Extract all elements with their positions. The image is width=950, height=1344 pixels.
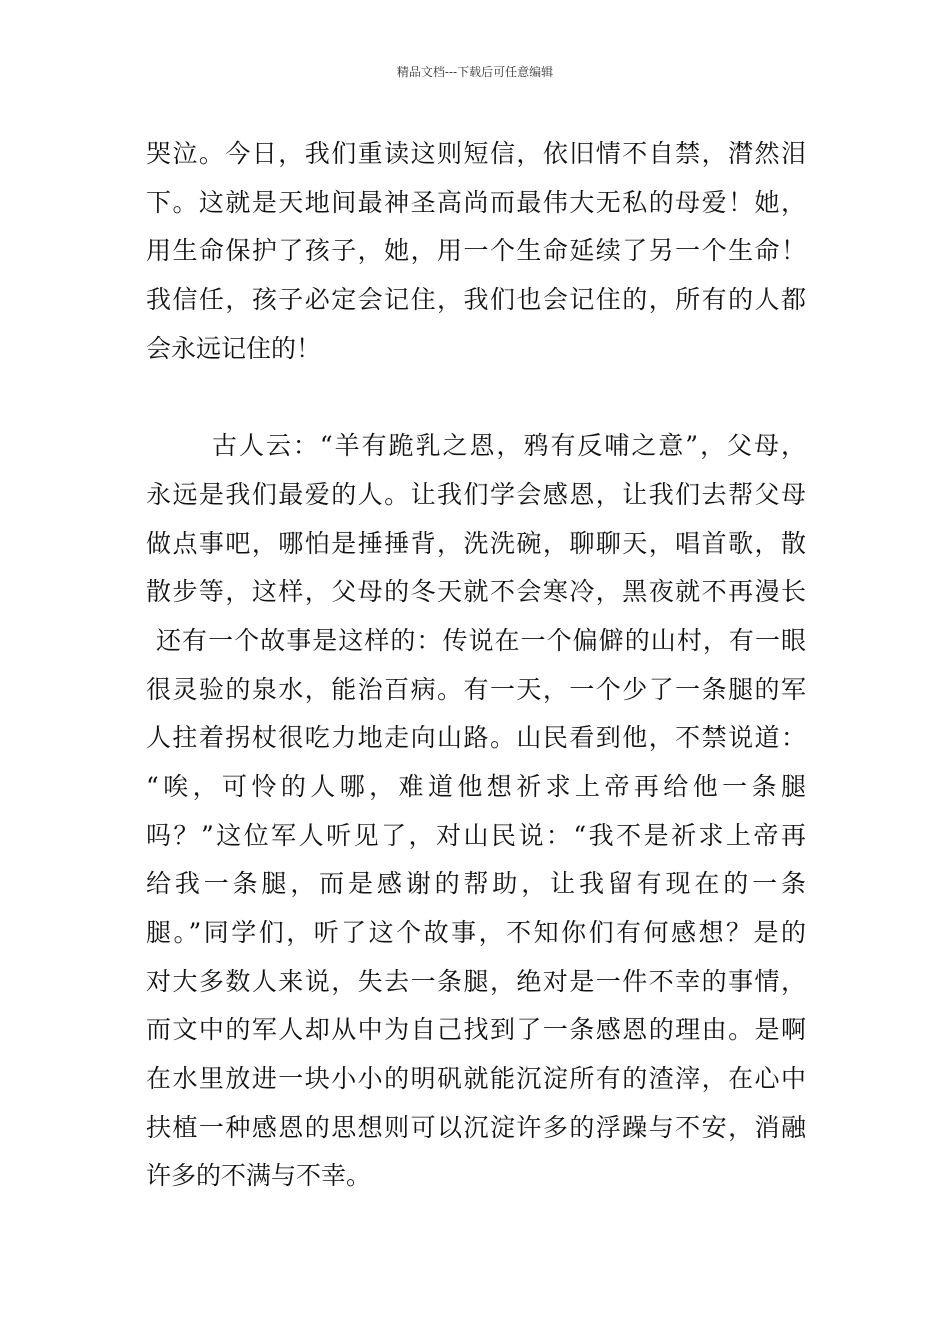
- text-line: 用生命保护了孩子，她，用一个生命延续了另一个生命！: [146, 236, 806, 266]
- text-line: 古人云：“羊有跪乳之恩，鸦有反哺之意”，父母，: [212, 431, 806, 461]
- text-line: 许多的不满与不幸。: [146, 1161, 372, 1191]
- text-line: 吗？”这位军人听见了，对山民说：“我不是祈求上帝再: [146, 820, 806, 850]
- text-line: 人拄着拐杖很吃力地走向山路。山民看到他，不禁说道：: [146, 723, 806, 753]
- page-header: 精品文档---下载后可任意编辑: [396, 65, 554, 79]
- text-line: 做点事吧，哪怕是捶捶背，洗洗碗，聊聊天，唱首歌，散: [146, 528, 806, 558]
- paragraph: [146, 130, 806, 373]
- paragraph: [146, 422, 806, 1201]
- text-line: 扶植一种感恩的思想则可以沉淀许多的浮躁与不安，消融: [146, 1112, 806, 1142]
- text-line: 而文中的军人却从中为自己找到了一条感恩的理由。是啊: [146, 1015, 806, 1045]
- text-line: “唉，可怜的人哪，难道他想祈求上帝再给他一条腿: [146, 771, 806, 801]
- text-line: 下。这就是天地间最神圣高尚而最伟大无私的母爱！她，: [146, 187, 806, 217]
- text-line: 腿。”同学们，听了这个故事，不知你们有何感想？是的: [146, 918, 806, 947]
- text-line: 散步等，这样，父母的冬天就不会寒冷，黑夜就不再漫长: [146, 577, 806, 607]
- text-line: 哭泣。今日，我们重读这则短信，依旧情不自禁，潸然泪: [146, 139, 806, 168]
- text-line: 给我一条腿，而是感谢的帮助，让我留有现在的一条: [146, 869, 806, 899]
- text-line: 我信任，孩子必定会记住，我们也会记住的，所有的人都: [146, 285, 806, 315]
- document-body: [146, 130, 806, 1201]
- text-line: 永远是我们最爱的人。让我们学会感恩，让我们去帮父母: [146, 479, 806, 509]
- text-line: 对大多数人来说，失去一条腿，绝对是一件不幸的事情，: [146, 966, 806, 996]
- text-line: 会永远记住的！: [146, 333, 322, 363]
- paragraph-gap: [146, 373, 806, 422]
- text-line: 很灵验的泉水，能治百病。有一天，一个少了一条腿的军: [146, 674, 806, 704]
- text-line: 还有一个故事是这样的：传说在一个偏僻的山村，有一眼: [156, 625, 806, 655]
- text-line: 在水里放进一块小小的明矾就能沉淀所有的渣滓，在心中: [146, 1064, 806, 1094]
